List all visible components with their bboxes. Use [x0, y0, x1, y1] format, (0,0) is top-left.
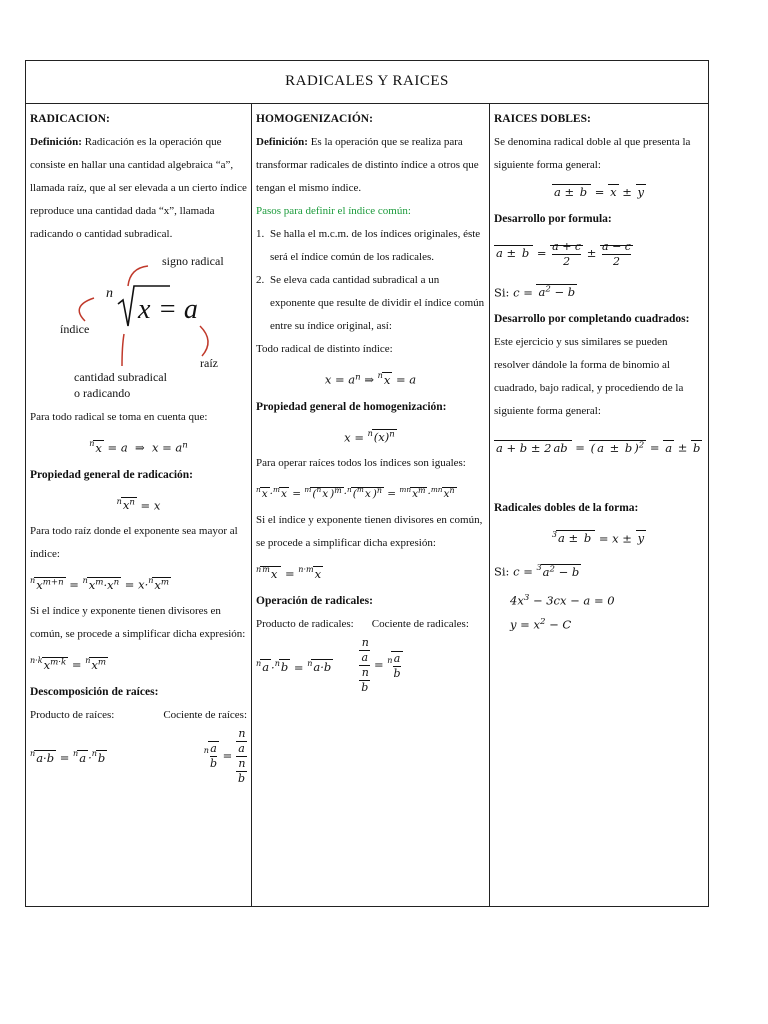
step-1 — [256, 223, 485, 269]
definition-text: Radicación es la operación que consiste en hallar una cantidad algebraica “a”, llamada raíz, que al ser elevada a un cierto índice reproduce una cantidad dada “x”, llamada radicando o cantidad subradical. — [30, 136, 247, 240]
formula-ops: $^n$a ·$^n$b = $^n$a·b n a n b = $^n$ $\frac{a}{b}$ — [256, 636, 401, 695]
root-equals-a: = a — [158, 294, 198, 325]
step-number: 1. — [256, 228, 265, 240]
cantidad-subradical-label: cantidad subradical — [74, 370, 167, 384]
completing-text: Este ejercicio y sus similares se pueden resolver dándole la forma de binomio al cuadrado, bajo radical, y procediendo de la siguiente forma general: — [494, 336, 684, 418]
radicand-x: x — [138, 294, 151, 325]
step-2 — [256, 269, 485, 338]
formula-y-def: $y = x^2 - C$ — [510, 617, 572, 632]
quotient-label: Cociente de raíces: — [163, 708, 247, 721]
formula-sheet — [25, 60, 709, 907]
radicacion-definition — [30, 131, 247, 246]
indice-label: índice — [60, 322, 90, 336]
completing-heading: Desarrollo por completando cuadrados: — [494, 313, 690, 326]
formula-root-of-power: $^nx^n = x$ — [116, 496, 161, 513]
operar-text: Para operar raíces todos los índices son iguales: — [256, 457, 466, 470]
quotient-label: Cociente de radicales: — [371, 618, 469, 631]
decomp-heading: Descomposición de raíces: — [30, 685, 159, 698]
raiz-label: raíz — [200, 356, 218, 370]
formula-homog-property: $x = ^n(x)^n$ — [344, 428, 395, 445]
definition-label: Definición: — [30, 136, 82, 148]
signo-radical-label: signo radical — [162, 254, 224, 268]
formula-general-double: a ± b = x ± y — [553, 185, 645, 199]
radical-diagram — [30, 246, 247, 406]
formula-root-power: $^n$x = a ⇒ $x = a^n$ — [89, 439, 188, 455]
radicacion-heading: RADICACION: — [30, 113, 110, 125]
ops-labels — [256, 613, 485, 636]
formula-completing: a + b ± 2 ab = ( a ± b )$^2$ = a ± b — [496, 440, 701, 455]
simplify-text: Si el índice y exponente tienen divisores en común, se procede a simplificar dicha expresión: — [256, 514, 483, 550]
raices-dobles-intro: Se denomina radical doble al que presenta la siguiente forma general: — [494, 136, 691, 171]
decomp-labels — [30, 704, 247, 727]
formula-simplify: $^{n\cdot k}x^{m\cdot k} = ^nx^m$ — [30, 655, 107, 672]
homogenizacion-heading: HOMOGENIZACIÓN: — [256, 113, 373, 125]
definition-label: Definición: — [256, 136, 308, 148]
prop-radicacion-heading: Propiedad general de radicación: — [30, 468, 194, 481]
formula-cubic-double: $^3$a ± b = x ± y — [551, 529, 645, 546]
step-text: Se halla el m.c.m. de los índices originales, éste será el índice común de los radicales. — [270, 228, 481, 263]
page-title: RADICALES Y RAICES — [26, 61, 708, 104]
formula-nested-root: $^{nm}$x = $^{n\cdot m}$x — [256, 565, 322, 582]
column-raices-dobles — [490, 103, 708, 906]
product-label: Producto de raíces: — [30, 708, 115, 721]
radicando-label: o radicando — [74, 386, 131, 400]
raices-dobles-heading: RAICES DOBLES: — [494, 113, 591, 125]
formula-development: a ± b = $\frac{a + c}{2}$ ± $\frac{a - c}{2}$ — [496, 239, 631, 268]
step-text: Se eleva cada cantidad subradical a un exponente que resulte de dividir el índice común entre su índice original, así: — [270, 274, 485, 332]
todo-radical-text: Todo radical de distinto índice: — [256, 343, 393, 355]
consider-text: Para todo radical se toma en cuenta que: — [30, 411, 208, 423]
ops-heading: Operación de radicales: — [256, 595, 373, 608]
form-heading: Radicales dobles de la forma: — [494, 501, 639, 514]
formula-heading: Desarrollo por formula: — [494, 213, 612, 225]
formula-c-cubic: Si: $c = ^3a^2 - b$ — [494, 563, 580, 579]
formula-common-index: $^n$x ·$^m$x = $^m$($^n$x )$^m$ ·$^n$($^m$x )$^n = ^{mn}x^m \cdot^{mn}x^n$ — [256, 485, 455, 501]
formula-exponent-split: $^nx^{m+n} = ^nx^m\cdot x^n = x\cdot^nx^m$ — [30, 576, 170, 592]
formula-cubic-eq: $4x^3 - 3cx - a = 0$ — [510, 592, 615, 608]
definition-text: Es la operación que se realiza para transformar radicales de distinto índice a otros que tengan el mismo índice. — [256, 136, 479, 194]
si-label: Si: — [494, 285, 510, 300]
column-radicacion — [26, 103, 252, 906]
formula-c-def: Si: $c = a^2 - b$ — [494, 285, 576, 300]
step-number: 2. — [256, 274, 265, 286]
index-n: n — [106, 286, 113, 301]
column-homogenizacion — [252, 103, 490, 906]
exponent-text: Para todo raíz donde el exponente sea mayor al índice: — [30, 525, 238, 561]
homog-definition — [256, 131, 485, 200]
formula-product-quotient: $^n$a·b = $^n$a ·$^n$b $^n$ $\frac{a}{b}$ = n a n b — [30, 726, 246, 785]
product-label: Producto de radicales: — [256, 618, 354, 631]
si-label: Si: — [494, 564, 510, 579]
steps-title: Pasos para definir el índice común: — [256, 205, 411, 217]
simplify-text: Si el índice y exponente tienen divisores en común, se procede a simplificar dicha expresión: — [30, 604, 246, 640]
formula-index-def: $x = a^n$ ⇒ $^n$x = a — [324, 371, 417, 387]
prop-homog-heading: Propiedad general de homogenización: — [256, 400, 447, 413]
